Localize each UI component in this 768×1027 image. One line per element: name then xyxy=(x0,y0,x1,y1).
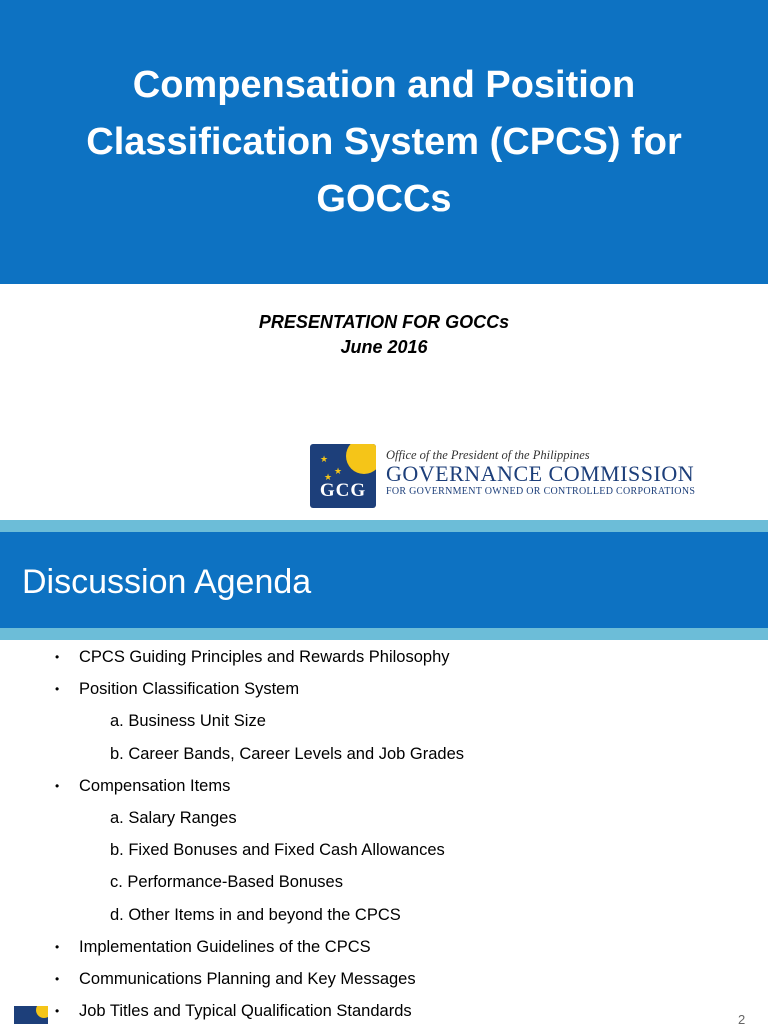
agenda-item xyxy=(110,871,343,893)
bullet-icon: • xyxy=(55,972,60,986)
agenda-item-text: Position Classification System xyxy=(79,680,300,698)
agenda-header xyxy=(0,532,768,628)
gcg-emblem-icon: ★ ★ ★ GCG xyxy=(310,444,376,508)
agenda-heading: Discussion Agenda xyxy=(22,563,312,601)
agenda-item-text: Implementation Guidelines of the CPCS xyxy=(79,938,371,956)
bullet-icon: • xyxy=(55,940,60,954)
title-band xyxy=(0,0,768,284)
slide-subtitle xyxy=(0,310,768,360)
agenda-item xyxy=(55,1000,412,1022)
agenda-item xyxy=(110,839,445,861)
agenda-item-text: c. Performance-Based Bonuses xyxy=(110,873,343,891)
agenda-item-text: CPCS Guiding Principles and Rewards Philosophy xyxy=(79,648,450,666)
page-number: 2 xyxy=(738,1012,746,1027)
agenda-item-text: Job Titles and Typical Qualification Standards xyxy=(79,1002,412,1020)
gcg-sub-text: FOR GOVERNMENT OWNED OR CONTROLLED CORPORATIONS xyxy=(386,486,696,497)
agenda-item xyxy=(55,775,231,797)
bullet-icon: • xyxy=(55,779,60,793)
subtitle-line-1: PRESENTATION FOR GOCCs xyxy=(258,312,510,332)
agenda-item xyxy=(110,807,237,829)
agenda-item xyxy=(55,968,416,990)
agenda-item-text: a. Salary Ranges xyxy=(110,809,237,827)
agenda-item xyxy=(110,710,266,732)
agenda-item-text: Compensation Items xyxy=(79,777,231,795)
agenda-item xyxy=(110,743,464,765)
gcg-office-text: Office of the President of the Philippines xyxy=(386,448,590,462)
agenda-item-text: b. Fixed Bonuses and Fixed Cash Allowances xyxy=(110,841,445,859)
bullet-icon: • xyxy=(55,650,60,664)
gcg-initials: GCG xyxy=(319,480,367,501)
agenda-item-text: a. Business Unit Size xyxy=(110,712,266,730)
gcg-logo xyxy=(308,442,740,510)
agenda-item-text: d. Other Items in and beyond the CPCS xyxy=(110,906,401,924)
bullet-icon: • xyxy=(55,1004,60,1018)
subtitle-line-2: June 2016 xyxy=(340,337,428,357)
gcg-name-text: GOVERNANCE COMMISSION xyxy=(386,461,695,486)
bullet-icon: • xyxy=(55,682,60,696)
agenda-item xyxy=(110,904,401,926)
divider-bar xyxy=(0,520,768,532)
agenda-item-text: Communications Planning and Key Messages xyxy=(79,970,416,988)
agenda-item-text: b. Career Bands, Career Levels and Job Grades xyxy=(110,745,465,763)
footer-logo-icon xyxy=(14,1006,48,1024)
slide-title: Compensation and Position Classification System (CPCS) for GOCCs xyxy=(86,63,682,220)
agenda-item xyxy=(55,936,371,958)
agenda-item xyxy=(55,678,300,700)
agenda-item xyxy=(55,646,450,668)
gcg-wordmark xyxy=(386,448,742,498)
agenda-divider-bar xyxy=(0,628,768,640)
